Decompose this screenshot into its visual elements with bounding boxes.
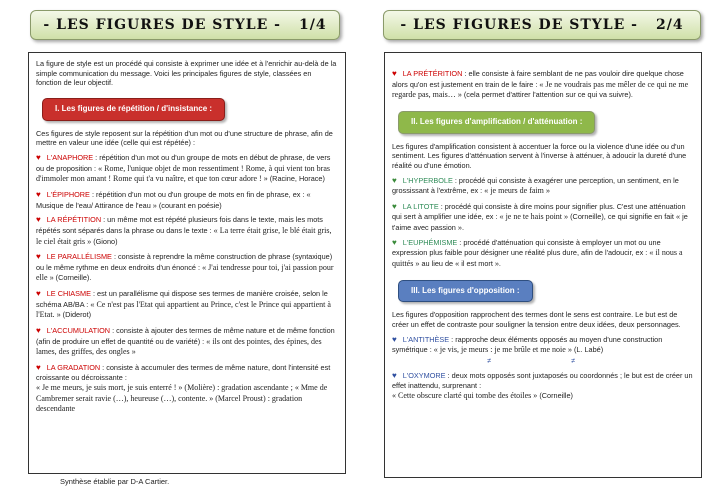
section-heading-opposition: III. Les figures d'opposition : <box>398 280 533 303</box>
figure-example: Rome, l'unique objet de mon ressentiment ! Rome, à qui vient ton bras d'immoler mon amant ! Rome qui t'a vu naître, et que ton cœur adore ! » <box>36 163 330 184</box>
figure-name: LE CHIASME <box>46 289 91 299</box>
figure-name: LA RÉPÉTITION <box>46 215 102 225</box>
figure-oxymore <box>392 371 694 402</box>
figure-source: (Racine, Horace) <box>267 174 325 184</box>
heart-icon: ♥ <box>36 215 41 225</box>
figure-source: » <box>543 186 550 196</box>
figure-hyperbole <box>392 176 694 197</box>
figure-example: « Je me meurs, je suis mort, je suis enterré ! » (Molière) : gradation ascendante ; <box>36 383 293 393</box>
figure-name: L'EUPHÉMISME <box>402 237 458 247</box>
heart-icon: ♥ <box>36 325 41 335</box>
heart-icon: ♥ <box>36 190 41 200</box>
figure-anaphore <box>36 153 338 185</box>
figure-definition: : consiste à ajouter des termes de même nature et de même fonction (afin de produire un effet de quantité ou de variété) : « <box>36 325 335 346</box>
figure-source: » au lieu de « il est mort ». <box>413 259 501 269</box>
figure-name: L'ACCUMULATION <box>46 325 111 335</box>
title-text-left: - LES FIGURES DE STYLE - <box>43 17 281 33</box>
figure-example: je ne te hais point <box>505 212 563 222</box>
figure-definition: : deux mots opposés sont juxtaposés ou coordonnés ; le but est de créer un effet inattendu, surprenant : <box>392 370 693 391</box>
figure-parallelisme <box>36 252 338 284</box>
figure-gradation <box>36 363 338 415</box>
figure-name: L'ANAPHORE <box>46 153 94 163</box>
left-column <box>28 52 346 474</box>
heart-icon: ♥ <box>392 237 397 247</box>
not-equal-sign: ≠ <box>487 355 492 365</box>
figure-source: » (cela permet d'attirer l'attention sur ce qui va suivre). <box>455 90 633 100</box>
figure-name: LA LITOTE <box>402 201 439 211</box>
figure-source: » (Giono) <box>85 236 118 246</box>
intro-text: La figure de style est un procédé qui consiste à exprimer une idée et à l'enrichir au-delà de la simple communication du message. Voici les principales figures de style, classées en fonction de leur objectif. <box>36 59 337 88</box>
page-title-left <box>30 10 340 40</box>
section-heading-amplification: II. Les figures d'amplification / d'atténuation : <box>398 111 595 134</box>
figure-example: ils ont des pointes, des épines, des lames, des griffes, des ongles <box>36 336 322 357</box>
heart-icon: ♥ <box>392 370 397 380</box>
figure-definition: : répétition d'un mot ou d'un groupe de mots en fin de phrase, ex : « Musique de l'eau/ Attirance de l'eau » (courant en poésie) <box>36 190 311 210</box>
figure-example: J'ai tendresse pour toi, j'ai passion pour elle <box>36 262 334 283</box>
figure-source: » (Corneille), ce qui signifie en fait « je t'aime avec passion ». <box>392 212 688 233</box>
section-intro-opposition: Les figures d'opposition rapprochent des termes dont le sens est contraire. Le but est de créer un effet de contraste pour souligner la tension entre deux idées, deux personnages. <box>392 310 681 330</box>
page-title-right <box>383 10 701 40</box>
footer-credit: Synthèse établie par D-A Cartier. <box>60 477 170 486</box>
section-intro-repetition: Ces figures de style reposent sur la répétition d'un mot ou d'une structure de phrase, afin de mettre en valeur une idée (celle qui est répétée) : <box>36 128 333 148</box>
figure-definition: : un même mot est répété plusieurs fois dans le texte, mais les mots répétés sont séparés dans la phrase ou dans le texte : « <box>36 215 323 235</box>
figure-definition: : consiste à accumuler des termes de même nature, dont l'intensité est croissante ou décroissante : <box>36 362 331 383</box>
figure-name: L'ANTITHÈSE <box>402 334 450 344</box>
title-number-left: 1/4 <box>298 17 327 33</box>
section-heading-repetition: I. Les figures de répétition / d'insistance : <box>42 98 225 121</box>
title-text-right: - LES FIGURES DE STYLE - <box>400 17 638 33</box>
figure-name: L'ÉPIPHORE <box>46 190 90 200</box>
figure-example: je vis, je meurs : je me brûle et me noie <box>439 345 566 355</box>
section-intro-amplification: Les figures d'amplification consistent à accentuer la force ou la violence d'une idée ou d'un sentiment. Les figures d'atténuation servent à l'inverse à atténuer, à adoucir la dureté d'une réalité ou d'une émotion. <box>392 141 687 170</box>
figure-source: (Corneille) <box>537 391 573 400</box>
figure-example: Ce n'est pas l'Etat qui appartient au Prince, c'est le Prince qui appartient à l'Etat. <box>36 299 331 320</box>
heart-icon: ♥ <box>36 289 41 299</box>
figure-definition: : procédé d'atténuation qui consiste à employer un mot ou une expression plus faible pour désigner une réalité plus dure, afin de l'adoucir, ex : « <box>392 237 661 258</box>
figure-definition: : est un parallélisme qui dispose ses termes de manière croisée, selon le schéma AB/BA : « <box>36 289 328 309</box>
figure-source: » <box>129 347 136 357</box>
figure-definition: : rapproche deux éléments opposés au moyen d'une construction symétrique : « <box>392 334 663 355</box>
figure-accumulation <box>36 326 338 358</box>
figure-example: La terre était grise, le blé était gris, le ciel était gris <box>36 225 332 246</box>
figure-antithese <box>392 335 694 366</box>
heart-icon: ♥ <box>36 153 41 163</box>
figure-example: « Cette obscure clarté qui tombe des étoiles » <box>392 391 538 400</box>
figure-litote <box>392 202 694 233</box>
figure-definition: : elle consiste à faire semblant de ne pas vouloir dire quelque chose alors qu'on est justement en train de le faire : « <box>392 69 684 89</box>
heart-icon: ♥ <box>392 334 397 344</box>
figure-pretention <box>392 69 694 101</box>
heart-icon: ♥ <box>392 69 397 78</box>
figure-example: il nous a quittés <box>392 248 683 269</box>
figure-repetition <box>36 215 338 247</box>
heart-icon: ♥ <box>392 175 397 185</box>
title-number-right: 2/4 <box>655 17 684 33</box>
figure-source: » (L. Labé) <box>565 345 604 355</box>
figure-source: » (Corneille). <box>47 273 92 283</box>
figure-name: L'HYPERBOLE <box>402 175 453 185</box>
figure-example: « Mme de Cambremer serait ravie (…), heureuse (…), contente. » (Marcel Proust) : gradation descendante <box>36 383 328 414</box>
heart-icon: ♥ <box>392 201 397 211</box>
right-column <box>384 52 702 478</box>
figure-definition: : consiste à reprendre la même construction de phrase (syntaxique) ou le même rythme en deux endroits d'un énoncé : « <box>36 252 333 272</box>
figure-definition: : procédé qui consiste à dire moins pour signifier plus. C'est une atténuation qui sert à amplifier une idée, ex : « <box>392 201 686 222</box>
figure-source: » (Diderot) <box>54 310 92 320</box>
figure-name: LA GRADATION <box>46 362 101 372</box>
figure-name: LE PARALLÉLISME <box>46 252 112 262</box>
figure-epiphore <box>36 190 338 210</box>
figure-example: Je ne voudrais pas me mêler de ce qui ne me regarde pas, mais… <box>392 79 689 100</box>
heart-icon: ♥ <box>36 362 41 372</box>
figure-definition: : procédé qui consiste à exagérer une perception, un sentiment, en le grossissant à l'extrême, ex : « <box>392 175 679 196</box>
figure-example: je meurs de faim <box>490 186 544 196</box>
figure-name: LA PRÉTÉRITION <box>402 69 463 78</box>
figure-name: L'OXYMORE <box>402 370 446 380</box>
not-equal-sign: ≠ <box>571 355 576 365</box>
figure-chiasme <box>36 289 338 321</box>
figure-definition: : répétition d'un mot ou d'un groupe de mots en début de phrase, de vers ou de proposition : « <box>36 153 331 173</box>
heart-icon: ♥ <box>36 252 41 262</box>
figure-euphemisme <box>392 238 694 270</box>
